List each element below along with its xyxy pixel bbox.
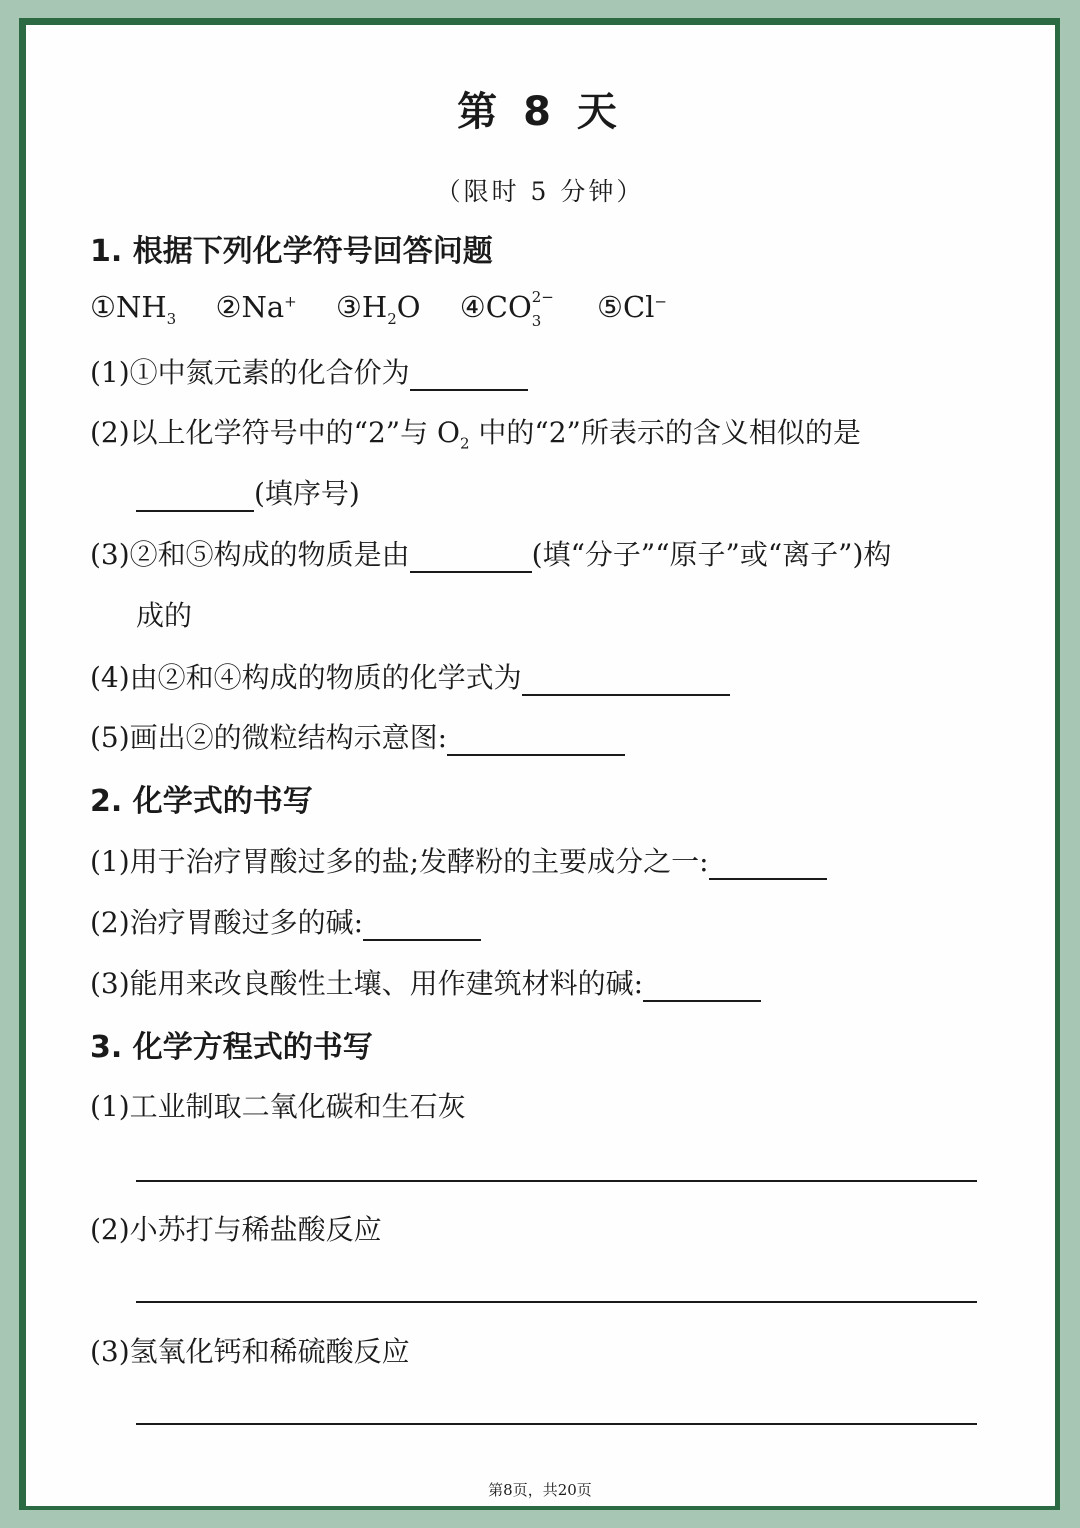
answer-line[interactable] — [136, 1423, 977, 1425]
page-footer: 第8页，共20页 — [488, 1481, 592, 1499]
page-title: 第 8 天 — [457, 89, 623, 135]
symbol-2: ②Na+ — [215, 290, 297, 324]
answer-blank[interactable] — [136, 480, 254, 512]
q3-heading: 3. 化学方程式的书写 — [90, 1030, 373, 1065]
answer-line[interactable] — [136, 1301, 977, 1303]
q1-part-2: (2)以上化学符号中的“2”与 $O_2$ 中的“2”所表示的含义相似的是 — [90, 416, 861, 453]
symbol-5: ⑤Cl− — [596, 290, 667, 324]
q2-part-1: (1)用于治疗胃酸过多的盐;发酵粉的主要成分之一: — [90, 840, 827, 880]
time-limit-subtitle: （限时 5 分钟） — [435, 177, 645, 206]
symbol-3: $③H_2O$ — [335, 290, 421, 328]
q3-part-1: (1)工业制取二氧化碳和生石灰 — [90, 1090, 466, 1123]
q3-part-3: (3)氢氧化钙和稀硫酸反应 — [90, 1335, 410, 1368]
answer-blank[interactable] — [363, 909, 481, 941]
q1-part-1: (1)①中氮元素的化合价为 — [90, 351, 528, 391]
q1-symbol-list — [90, 288, 697, 330]
q1-part-3-cont: 成的 — [136, 599, 193, 632]
answer-blank[interactable] — [410, 541, 532, 573]
answer-blank[interactable] — [447, 724, 625, 756]
q2-heading: 2. 化学式的书写 — [90, 784, 313, 819]
answer-blank[interactable] — [643, 970, 761, 1002]
symbol-4: ④CO 2− 3 — [459, 288, 554, 330]
answer-blank[interactable] — [410, 359, 528, 391]
answer-line[interactable] — [136, 1180, 977, 1182]
q1-part-5: (5)画出②的微粒结构示意图: — [90, 716, 625, 756]
q1-part-3: (3)②和⑤构成的物质是由 (填“分子”“原子”或“离子”)构 — [90, 538, 892, 571]
answer-blank[interactable] — [709, 848, 827, 880]
q1-heading: 1. 根据下列化学符号回答问题 — [90, 234, 493, 269]
q1-part-2-cont: (填序号) — [136, 472, 360, 512]
q1-part-4: (4)由②和④构成的物质的化学式为 — [90, 656, 730, 696]
q3-part-2: (2)小苏打与稀盐酸反应 — [90, 1213, 382, 1246]
symbol-1: $①NH_3$ — [90, 290, 177, 328]
answer-blank[interactable] — [522, 664, 730, 696]
q2-part-2: (2)治疗胃酸过多的碱: — [90, 901, 481, 941]
q2-part-3: (3)能用来改良酸性土壤、用作建筑材料的碱: — [90, 962, 761, 1002]
